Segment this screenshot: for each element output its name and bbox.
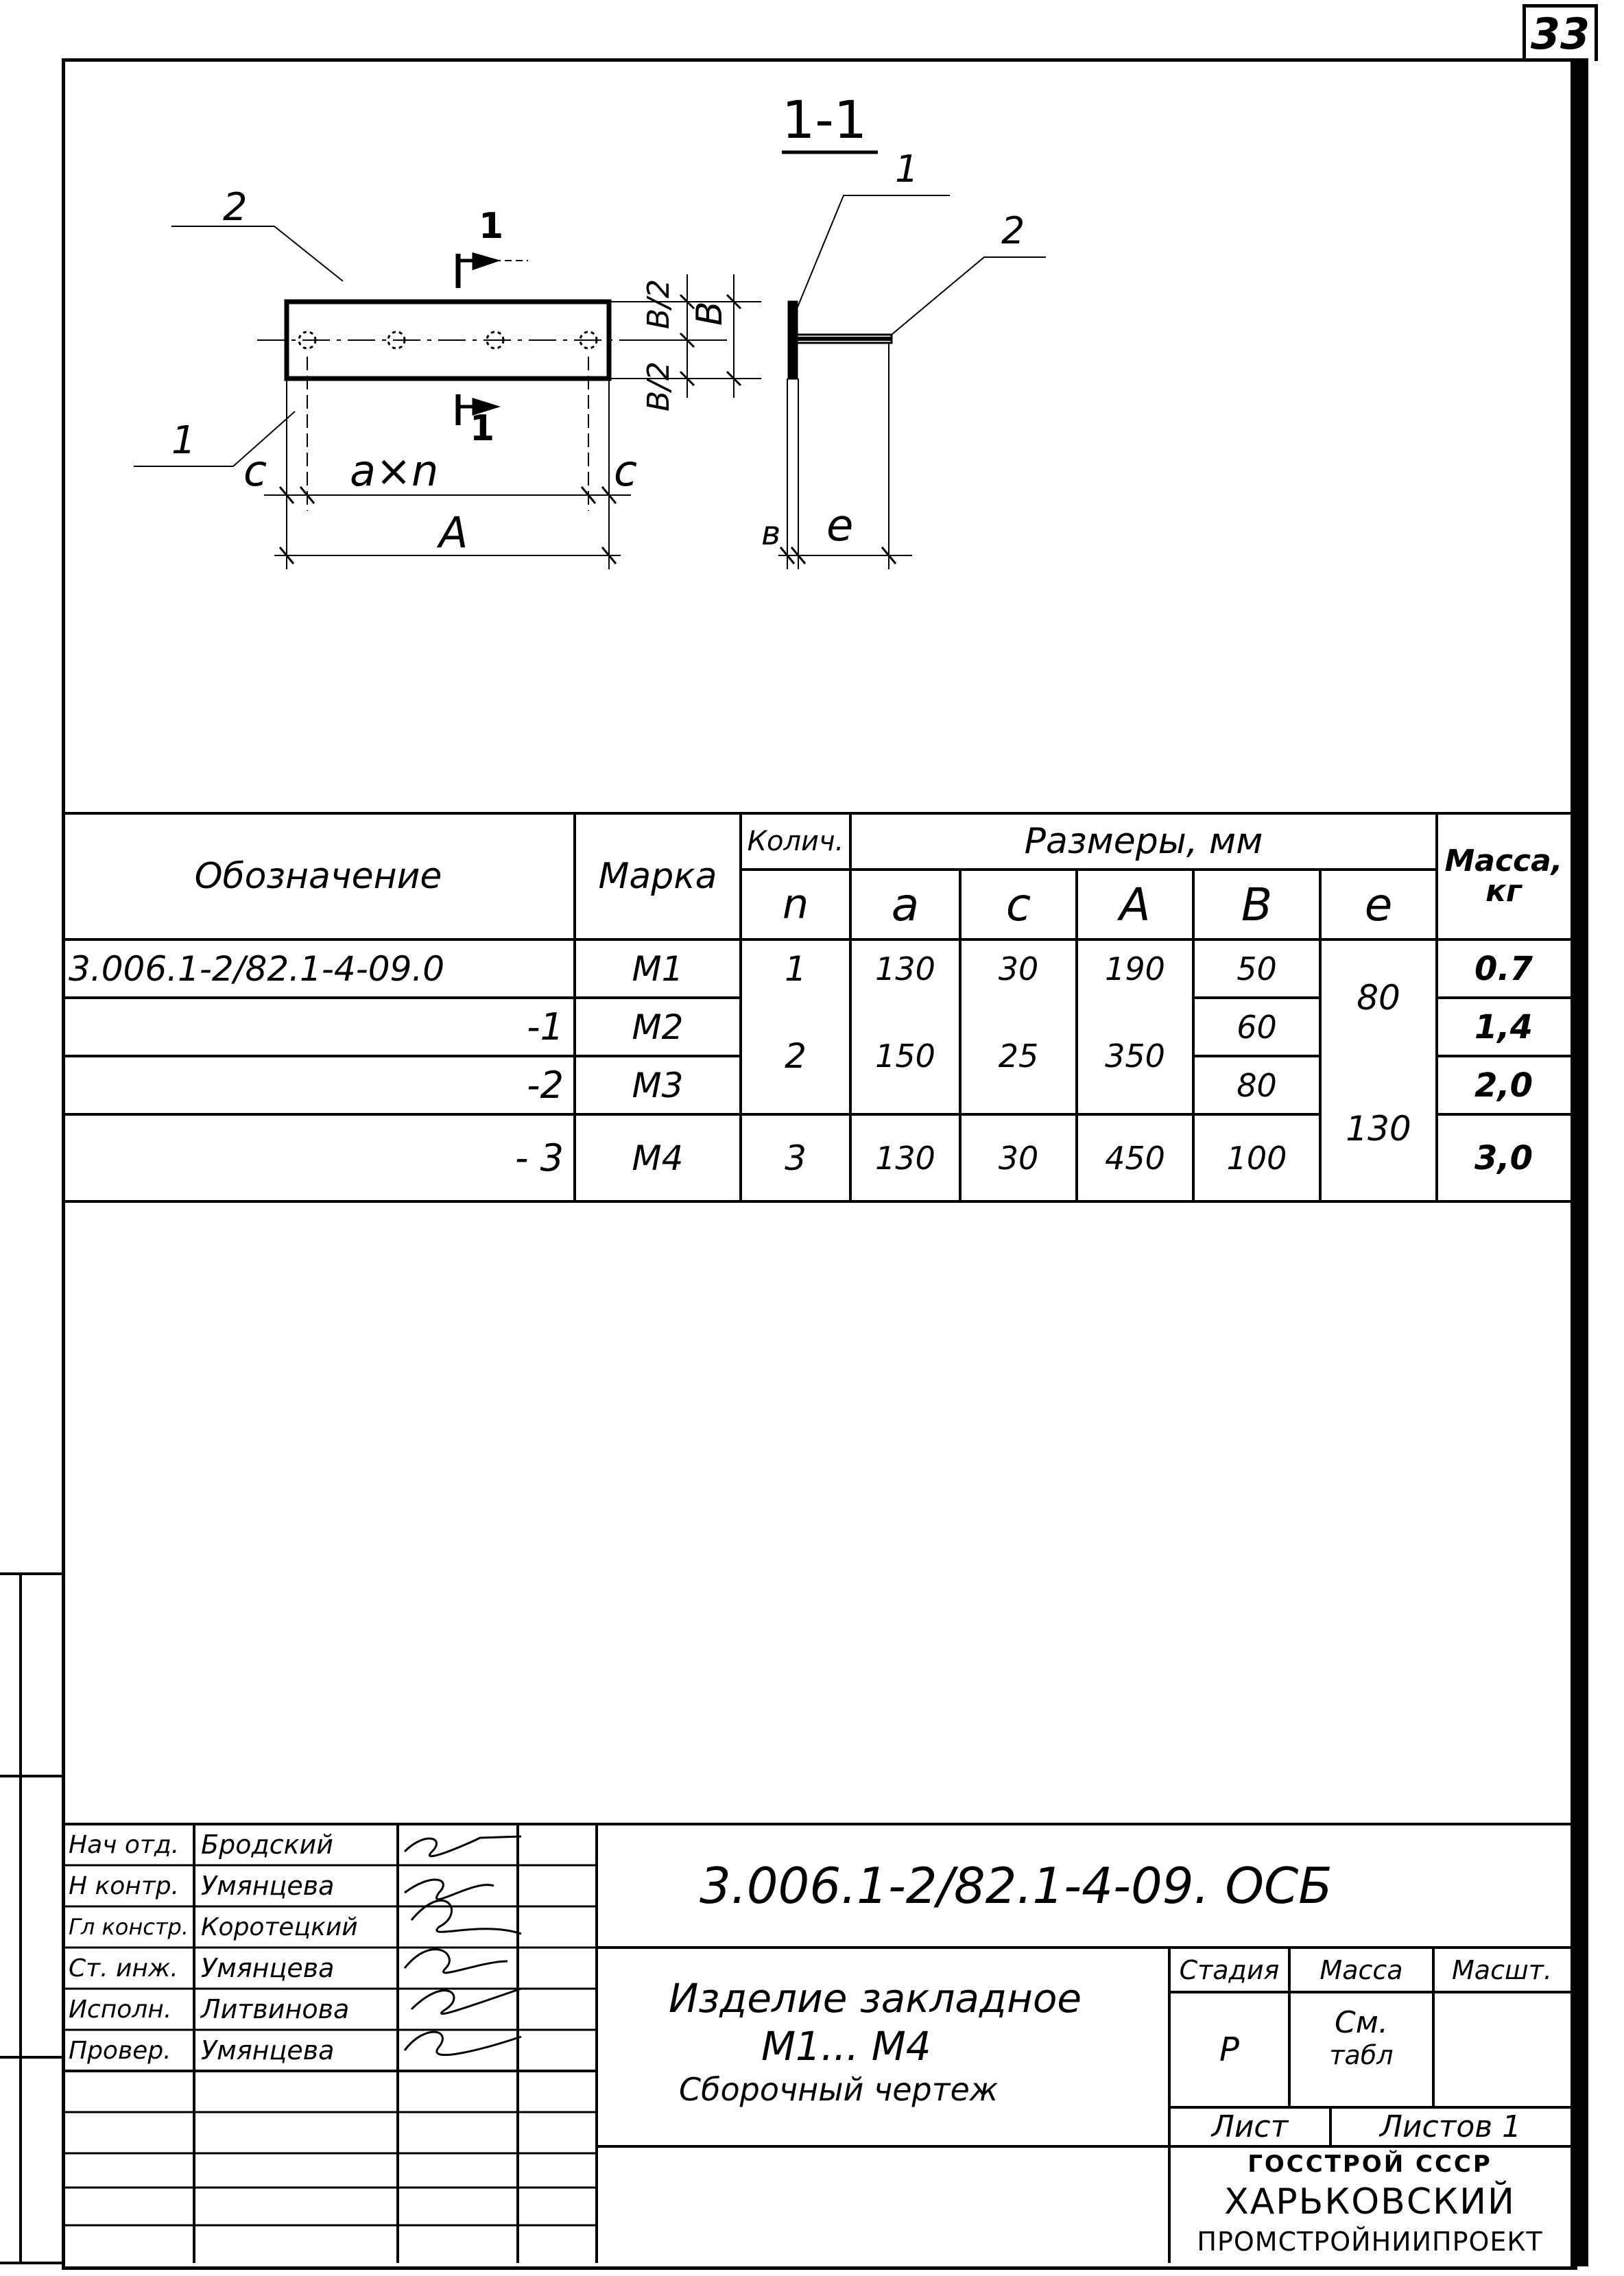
row1-a: 130 — [875, 950, 935, 987]
row1-designation: 3.006.1-2/82.1-4-09.0 — [69, 948, 445, 989]
position-1-label: 1 — [171, 418, 196, 463]
header-dim-c: c — [1005, 878, 1031, 931]
header-mark: Марка — [598, 856, 717, 897]
dim-c-left-label: c — [243, 446, 267, 496]
header-dim-B: B — [1241, 878, 1273, 931]
dim-B-label: B — [689, 301, 730, 326]
cut-mark-top-label: 1 — [479, 206, 504, 247]
name-senior-engineer: Умянцева — [201, 1953, 335, 1983]
row4-c: 30 — [998, 1139, 1039, 1177]
row2-B: 60 — [1237, 1008, 1277, 1046]
row1-A: 190 — [1105, 950, 1165, 987]
mass-value-1: См. — [1335, 2005, 1388, 2040]
dim-A-label: A — [439, 507, 468, 558]
row4-mark: М4 — [632, 1138, 684, 1178]
mass-value-2: табл — [1329, 2040, 1394, 2070]
scale-label: Масшт. — [1452, 1954, 1552, 1985]
row4-A: 450 — [1105, 1139, 1165, 1177]
name-executor: Литвинова — [201, 1994, 350, 2024]
row2-designation: -1 — [527, 1005, 564, 1049]
side-position-2-label: 2 — [1001, 209, 1025, 252]
merged-e-130: 130 — [1346, 1109, 1411, 1149]
row4-a: 130 — [875, 1139, 935, 1177]
row3-designation: -2 — [527, 1064, 564, 1107]
header-dimensions: Размеры, мм — [1024, 821, 1263, 862]
name-head-dept: Бродский — [201, 1830, 333, 1860]
name-chief-designer: Коротецкий — [201, 1913, 358, 1941]
row4-designation: - 3 — [514, 1136, 564, 1179]
row4-mass: 3,0 — [1474, 1138, 1533, 1177]
role-chief-designer: Гл констр. — [69, 1914, 189, 1940]
header-qty-n: n — [782, 881, 809, 929]
row2-mark: М2 — [632, 1007, 684, 1047]
stage-label: Стадия — [1179, 1954, 1280, 1985]
row4-B: 100 — [1226, 1139, 1287, 1177]
document-code: 3.006.1-2/82.1-4-09. ОСБ — [700, 1857, 1333, 1915]
row4-n: 3 — [785, 1138, 807, 1178]
header-dim-A: A — [1119, 878, 1151, 931]
merged-c: 25 — [998, 1038, 1039, 1075]
org-line-1: ГОССТРОЙ СССР — [1247, 2151, 1492, 2178]
sheet-label: Лист — [1211, 2109, 1289, 2144]
side-plate — [789, 302, 797, 379]
header-mass: Масса, кг — [1444, 843, 1563, 909]
role-head-dept: Нач отд. — [69, 1830, 180, 1859]
header-dim-e: e — [1364, 878, 1393, 931]
header-designation: Обозначение — [194, 856, 442, 897]
row1-c: 30 — [998, 950, 1039, 987]
org-line-2: ХАРЬКОВСКИЙ — [1224, 2181, 1516, 2223]
merged-a: 150 — [875, 1038, 935, 1075]
merged-e-80: 80 — [1357, 978, 1400, 1018]
role-norm-control: Н контр. — [69, 1871, 180, 1900]
row3-mark: М3 — [632, 1065, 684, 1105]
dim-axn-label: a×n — [350, 446, 439, 496]
signatures — [405, 1836, 521, 2055]
dim-c-right-label: c — [614, 446, 638, 496]
sheet-number: 33 — [1522, 4, 1598, 61]
row1-n: 1 — [785, 948, 807, 989]
merged-n: 2 — [785, 1036, 807, 1076]
row3-mass: 2,0 — [1474, 1066, 1533, 1105]
name-norm-control: Умянцева — [201, 1871, 335, 1901]
role-senior-engineer: Ст. инж. — [69, 1954, 178, 1982]
dim-b-label: в — [761, 514, 781, 553]
side-position-1-label: 1 — [895, 147, 919, 191]
cut-mark-bottom-label: 1 — [470, 408, 495, 449]
header-dim-a: a — [891, 878, 920, 931]
row1-B: 50 — [1237, 950, 1277, 987]
stage-value: Р — [1219, 2031, 1239, 2069]
row1-mark: М1 — [632, 948, 684, 989]
sheets-label: Листов 1 — [1379, 2109, 1522, 2144]
role-checker: Провер. — [69, 2036, 171, 2065]
org-line-3: ПРОМСТРОЙНИИПРОЕКТ — [1197, 2227, 1543, 2257]
mass-label: Масса — [1320, 1954, 1403, 1985]
merged-A: 350 — [1105, 1038, 1165, 1075]
dim-B2-bottom-label: B/2 — [641, 361, 676, 411]
dim-e-label: e — [826, 501, 854, 551]
name-checker: Умянцева — [201, 2035, 335, 2065]
header-qty: Колич. — [747, 826, 844, 857]
row1-mass: 0.7 — [1474, 949, 1533, 988]
role-executor: Исполн. — [69, 1995, 172, 2024]
title-line-3: Сборочный чертеж — [679, 2071, 999, 2108]
title-line-1: Изделие закладное — [669, 1975, 1082, 2022]
title-line-2: М1... М4 — [761, 2023, 931, 2070]
section-title: 1-1 — [782, 89, 868, 150]
dim-B2-top-label: B/2 — [641, 278, 676, 329]
row2-mass: 1,4 — [1474, 1007, 1533, 1046]
row3-B: 80 — [1237, 1066, 1277, 1104]
position-2-label: 2 — [223, 185, 248, 230]
